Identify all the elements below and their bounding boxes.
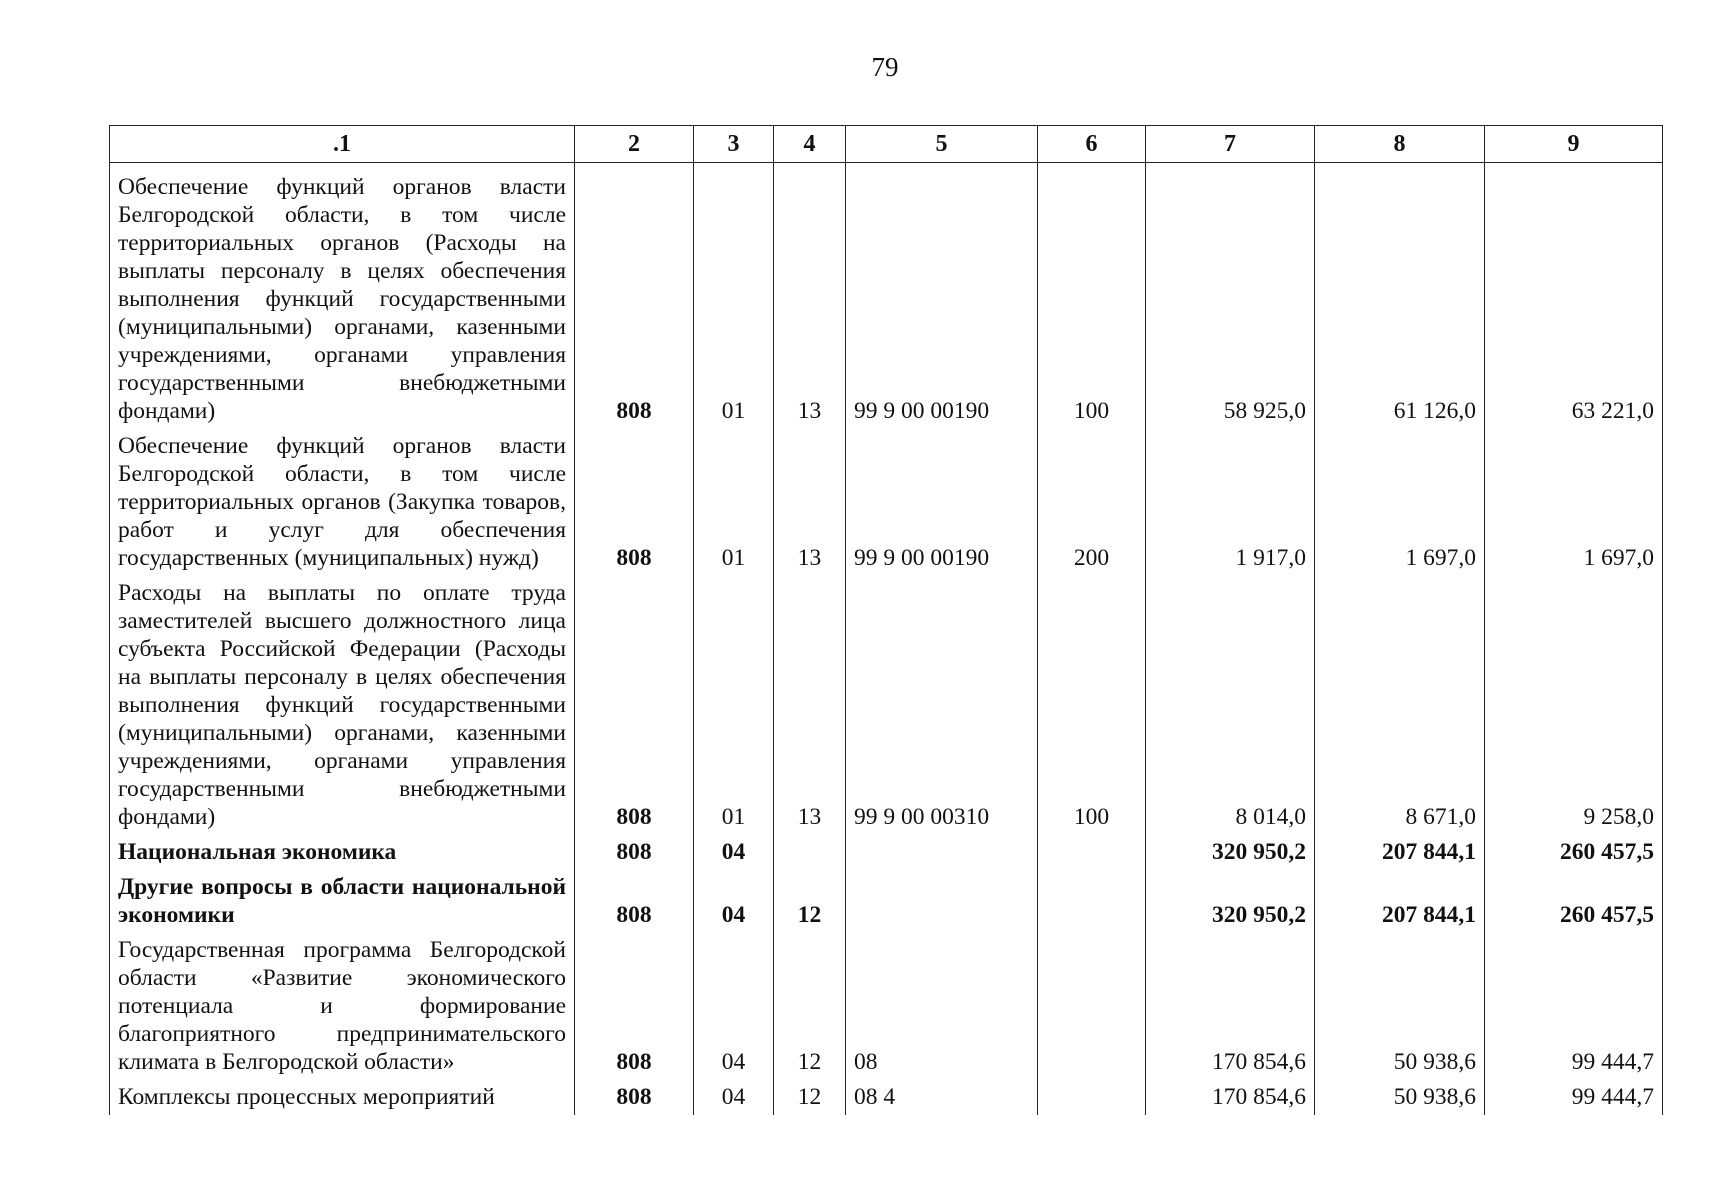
header-row <box>110 126 1663 163</box>
row-admin-code: 808 <box>575 870 694 933</box>
row-target-article <box>846 835 1038 870</box>
row-section: 04 <box>694 835 774 870</box>
column-header-9: 9 <box>1485 126 1663 163</box>
row-admin-code: 808 <box>575 933 694 1080</box>
row-target-article <box>846 870 1038 933</box>
row-target-article: 08 4 <box>846 1080 1038 1115</box>
row-target-article: 99 9 00 00190 <box>846 429 1038 576</box>
row-amount-col7: 320 950,2 <box>1146 870 1315 933</box>
row-name: Комплексы процессных мероприятий <box>110 1080 575 1115</box>
row-subsection: 13 <box>774 429 846 576</box>
row-subsection: 12 <box>774 870 846 933</box>
row-section: 01 <box>694 429 774 576</box>
column-header-4: 4 <box>774 126 846 163</box>
row-admin-code: 808 <box>575 835 694 870</box>
row-subsection: 12 <box>774 1080 846 1115</box>
row-name: Расходы на выплаты по оплате труда заместителей высшего должностного лица субъекта Российской Федерации (Расходы на выплаты персоналу в целях обеспечения выполнения функций государственными (муниципальными) органами, казенными учреждениями, органами управления государственными внебюджетными фондами) <box>110 576 575 835</box>
row-name: Другие вопросы в области национальной экономики <box>110 870 575 933</box>
row-section: 04 <box>694 1080 774 1115</box>
row-amount-col8: 207 844,1 <box>1315 835 1485 870</box>
table-row <box>110 576 1663 835</box>
row-name: Национальная экономика <box>110 835 575 870</box>
table-body <box>110 163 1663 1116</box>
column-header-6: 6 <box>1038 126 1146 163</box>
row-amount-col7: 58 925,0 <box>1146 163 1315 430</box>
row-admin-code: 808 <box>575 1080 694 1115</box>
row-amount-col7: 8 014,0 <box>1146 576 1315 835</box>
row-amount-col9: 260 457,5 <box>1485 870 1663 933</box>
row-amount-col7: 170 854,6 <box>1146 933 1315 1080</box>
column-header-8: 8 <box>1315 126 1485 163</box>
table-row <box>110 870 1663 933</box>
column-header-5: 5 <box>846 126 1038 163</box>
budget-table-container <box>109 125 1662 1115</box>
column-header-2: 2 <box>575 126 694 163</box>
table-row <box>110 835 1663 870</box>
column-header-3: 3 <box>694 126 774 163</box>
row-amount-col9: 99 444,7 <box>1485 933 1663 1080</box>
row-expense-type: 100 <box>1038 163 1146 430</box>
table-row <box>110 163 1663 430</box>
row-admin-code: 808 <box>575 429 694 576</box>
row-amount-col8: 8 671,0 <box>1315 576 1485 835</box>
row-amount-col9: 260 457,5 <box>1485 835 1663 870</box>
row-expense-type: 100 <box>1038 576 1146 835</box>
row-section: 01 <box>694 576 774 835</box>
row-name: Обеспечение функций органов власти Белгородской области, в том числе территориальных органов (Расходы на выплаты персоналу в целях обеспечения выполнения функций государственными (муниципальными) органами, казенными учреждениями, органами управления государственными внебюджетными фондами) <box>110 163 575 430</box>
row-subsection: 12 <box>774 933 846 1080</box>
row-name: Государственная программа Белгородской области «Развитие экономического потенциала и формирование благоприятного предпринимательского климата в Белгородской области» <box>110 933 575 1080</box>
row-amount-col8: 207 844,1 <box>1315 870 1485 933</box>
row-amount-col9: 63 221,0 <box>1485 163 1663 430</box>
row-amount-col8: 61 126,0 <box>1315 163 1485 430</box>
row-amount-col9: 99 444,7 <box>1485 1080 1663 1115</box>
row-expense-type <box>1038 933 1146 1080</box>
row-amount-col7: 1 917,0 <box>1146 429 1315 576</box>
row-expense-type <box>1038 1080 1146 1115</box>
column-header-7: 7 <box>1146 126 1315 163</box>
page-number: 79 <box>871 52 899 82</box>
table-header <box>110 126 1663 163</box>
row-admin-code: 808 <box>575 163 694 430</box>
row-subsection <box>774 835 846 870</box>
budget-table <box>109 125 1663 1115</box>
row-amount-col8: 50 938,6 <box>1315 1080 1485 1115</box>
row-amount-col8: 1 697,0 <box>1315 429 1485 576</box>
table-row <box>110 933 1663 1080</box>
row-section: 04 <box>694 933 774 1080</box>
row-subsection: 13 <box>774 576 846 835</box>
row-amount-col7: 170 854,6 <box>1146 1080 1315 1115</box>
row-amount-col9: 9 258,0 <box>1485 576 1663 835</box>
row-target-article: 99 9 00 00310 <box>846 576 1038 835</box>
row-subsection: 13 <box>774 163 846 430</box>
row-name: Обеспечение функций органов власти Белгородской области, в том числе территориальных органов (Закупка товаров, работ и услуг для обеспечения государственных (муниципальных) нужд) <box>110 429 575 576</box>
row-admin-code: 808 <box>575 576 694 835</box>
row-target-article: 08 <box>846 933 1038 1080</box>
row-expense-type <box>1038 835 1146 870</box>
table-row <box>110 1080 1663 1115</box>
row-amount-col7: 320 950,2 <box>1146 835 1315 870</box>
row-section: 04 <box>694 870 774 933</box>
table-row <box>110 429 1663 576</box>
row-section: 01 <box>694 163 774 430</box>
row-target-article: 99 9 00 00190 <box>846 163 1038 430</box>
row-amount-col9: 1 697,0 <box>1485 429 1663 576</box>
column-header-1: .1 <box>110 126 575 163</box>
row-expense-type: 200 <box>1038 429 1146 576</box>
row-expense-type <box>1038 870 1146 933</box>
row-amount-col8: 50 938,6 <box>1315 933 1485 1080</box>
